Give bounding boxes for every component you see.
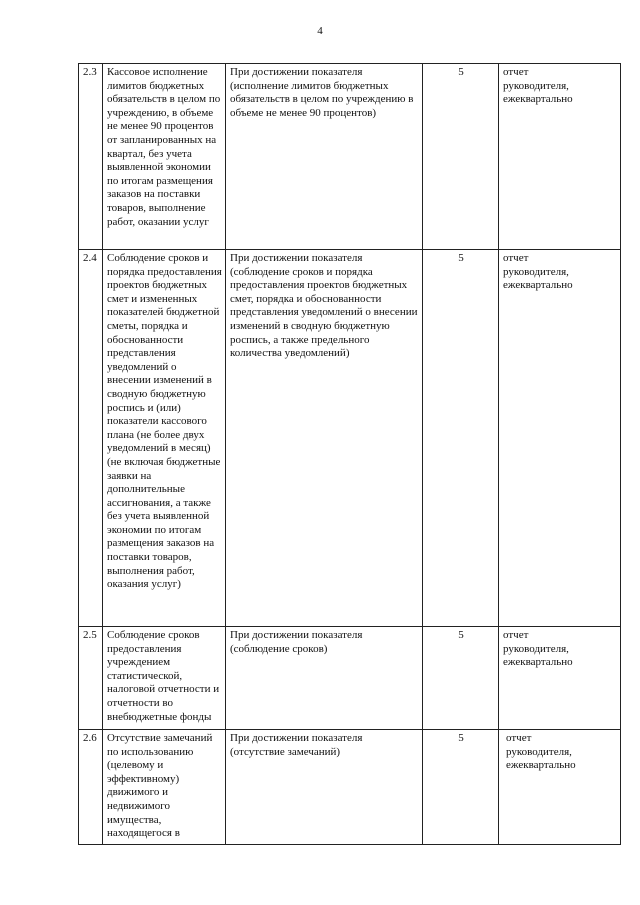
report-line: отчет [503, 629, 529, 641]
criterion-name: Кассовое исполнение лимитов бюджетных обязательств в целом по учреждению, в объеме не менее 90 процентов от запланированных на квартал, без учета выявленной экономии по итогам размещения заказов на поставки товаров, выполнение работ, оказании услуг [103, 64, 226, 250]
table-row [79, 627, 621, 730]
criterion-condition: При достижении показателя (отсутствие замечаний) [226, 730, 423, 845]
criterion-report [499, 250, 621, 627]
report-line: руководителя, [503, 265, 569, 278]
criterion-points: 5 [423, 730, 499, 845]
report-line: отчет [506, 732, 532, 744]
row-number: 2.3 [79, 64, 103, 250]
criteria-table [78, 63, 621, 845]
criterion-points: 5 [423, 250, 499, 627]
criterion-report [499, 730, 621, 845]
criterion-condition: При достижении показателя (соблюдение сроков и порядка предоставления проектов бюджетных смет, порядка и обоснованности представления уведомлений о внесении изменений в сводную бюджетную роспись, а также предельного количества уведомлений) [226, 250, 423, 627]
report-line: ежеквартально [506, 759, 576, 772]
criterion-condition: При достижении показателя (исполнение лимитов бюджетных обязательств в целом по учреждению в объеме не менее 90 процентов) [226, 64, 423, 250]
report-line: ежеквартально [503, 656, 573, 669]
criterion-name: Соблюдение сроков предоставления учреждением статистической, налоговой отчетности и отчетности во внебюджетные фонды [103, 627, 226, 730]
report-line: отчет [503, 66, 529, 78]
report-line: ежеквартально [503, 279, 573, 292]
report-line: отчет [503, 252, 529, 264]
criterion-condition: При достижении показателя (соблюдение сроков) [226, 627, 423, 730]
row-number: 2.4 [79, 250, 103, 627]
criterion-report [499, 627, 621, 730]
table-row [79, 730, 621, 845]
page-number: 4 [317, 25, 323, 37]
criterion-points: 5 [423, 64, 499, 250]
row-number: 2.5 [79, 627, 103, 730]
report-line: руководителя, [506, 745, 572, 758]
report-line: ежеквартально [503, 93, 573, 106]
criterion-name: Соблюдение сроков и порядка предоставления проектов бюджетных смет и измененных показателей бюджетной сметы, порядка и обоснованности представления уведомлений о внесении изменений в сводную бюджетную роспись и (или) показатели кассового плана (не более двух уведомлений в месяц) (не включая бюджетные заявки на дополнительные ассигнования, а также без учета выявленной экономии по итогам размещения заказов на поставки товаров, выполнения работ, оказания услуг) [103, 250, 226, 627]
criterion-report [499, 64, 621, 250]
report-line: руководителя, [503, 79, 569, 92]
criterion-name: Отсутствие замечаний по использованию (целевому и эффективному) движимого и недвижимого имущества, находящегося в [103, 730, 226, 845]
row-number: 2.6 [79, 730, 103, 845]
criterion-points: 5 [423, 627, 499, 730]
table-row [79, 64, 621, 250]
report-line: руководителя, [503, 642, 569, 655]
table-row [79, 250, 621, 627]
